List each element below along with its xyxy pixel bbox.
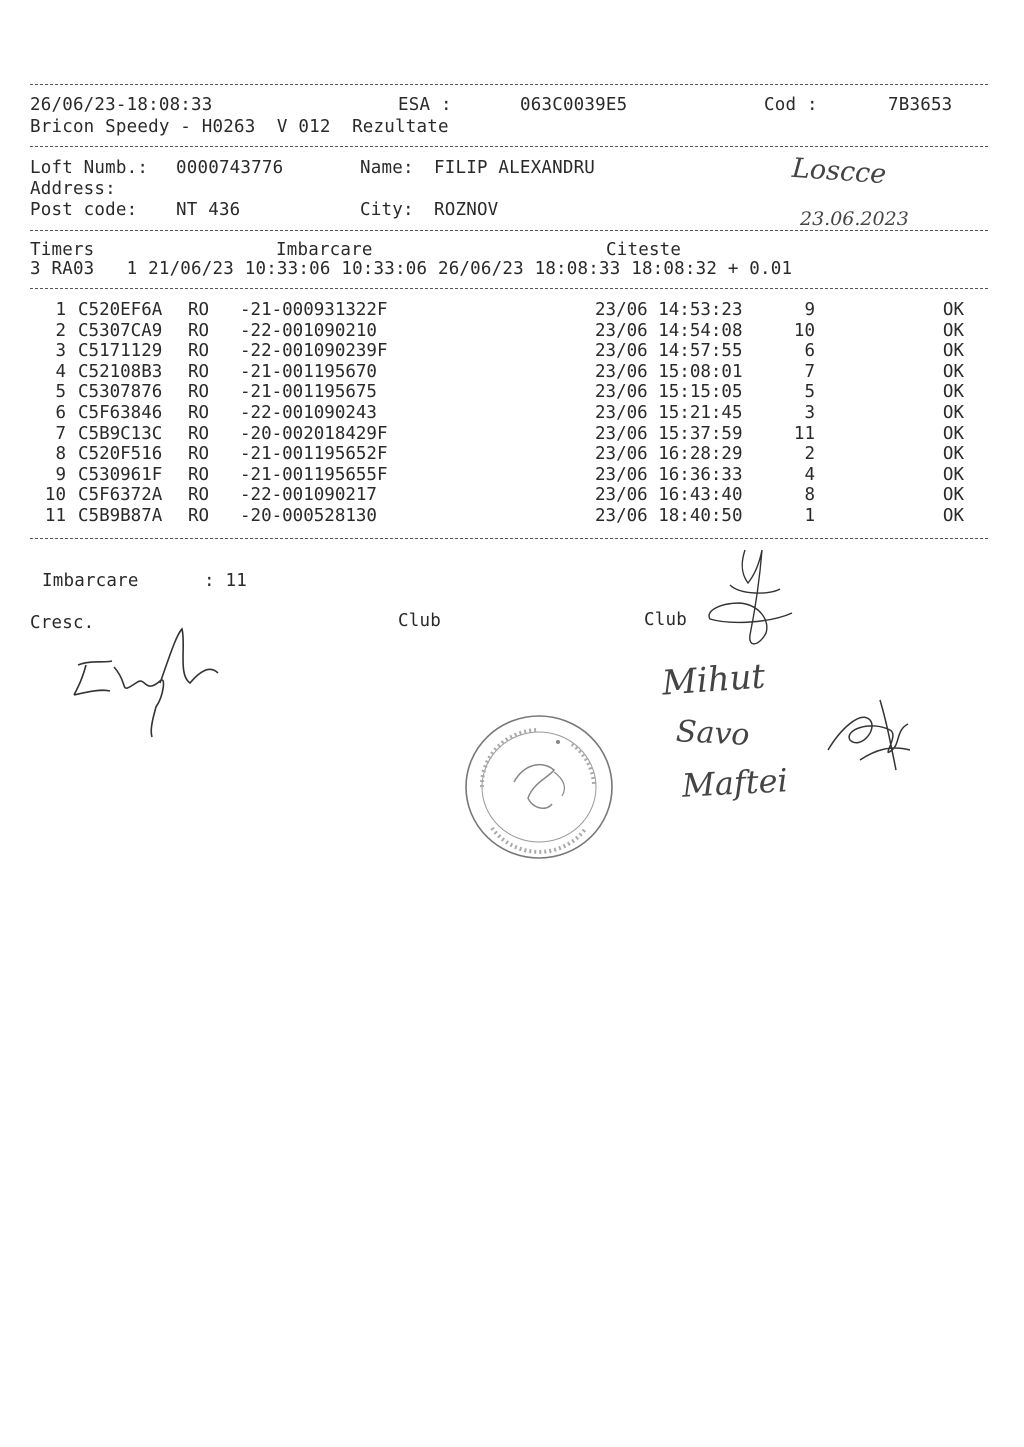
row-rank: 6 <box>804 341 815 362</box>
header-cod-value: 7B3653 <box>888 95 953 115</box>
header-device: Bricon Speedy - H0263 V 012 Rezultate <box>30 117 449 137</box>
row-chip: C520EF6A <box>78 300 163 320</box>
handwritten-name-3: Maftei <box>681 761 789 805</box>
table-row <box>0 464 1024 487</box>
timers-imbarcare-label: Imbarcare <box>276 240 373 260</box>
row-status: OK <box>942 464 964 485</box>
row-country: RO <box>188 444 210 465</box>
handwritten-date: 23.06.2023 <box>800 208 909 230</box>
row-time: 23/06 15:08:01 <box>595 361 743 382</box>
row-status: OK <box>942 485 964 506</box>
row-country: RO <box>188 423 210 444</box>
row-time: 23/06 15:21:45 <box>595 403 743 423</box>
row-chip: C52108B3 <box>78 361 163 382</box>
row-ring: -21-001195652F <box>240 444 388 465</box>
row-status: OK <box>942 320 964 341</box>
row-status: OK <box>942 361 964 382</box>
header-esa-value: 063C0039E5 <box>520 95 628 115</box>
row-time: 23/06 15:15:05 <box>595 382 743 403</box>
table-row <box>0 423 1024 446</box>
timers-line: 3 RA03 1 21/06/23 10:33:06 10:33:06 26/06/23 18:08:33 18:08:32 + 0.01 <box>30 259 793 279</box>
row-index: 11 <box>44 506 66 526</box>
separator-header <box>30 146 988 147</box>
header-cod-label: Cod : <box>764 95 818 115</box>
row-chip: C5F6372A <box>78 485 163 506</box>
row-country: RO <box>188 300 210 320</box>
row-ring: -21-001195670 <box>240 361 377 382</box>
row-rank: 9 <box>804 300 815 320</box>
row-chip: C5B9C13C <box>78 423 163 444</box>
header-datetime: 26/06/23-18:08:33 <box>30 95 213 115</box>
row-ring: -22-001090239F <box>240 341 388 362</box>
row-country: RO <box>188 403 210 423</box>
row-index: 8 <box>55 444 66 465</box>
row-chip: C5307876 <box>78 382 163 403</box>
row-rank: 10 <box>793 320 815 341</box>
header-esa-label: ESA : <box>398 95 452 115</box>
row-index: 7 <box>55 423 66 444</box>
row-time: 23/06 16:28:29 <box>595 444 743 465</box>
maftei-signature <box>820 690 920 780</box>
row-country: RO <box>188 485 210 506</box>
loft-address-label: Address: <box>30 179 116 199</box>
loft-city-value: ROZNOV <box>434 200 499 220</box>
row-chip: C520F516 <box>78 444 163 465</box>
row-chip: C5F63846 <box>78 403 163 423</box>
loft-name-label: Name: <box>360 158 414 178</box>
handwritten-name-2: Savo <box>675 714 751 753</box>
row-chip: C5307CA9 <box>78 320 163 341</box>
row-rank: 3 <box>804 403 815 423</box>
row-index: 9 <box>55 464 66 485</box>
row-chip: C5B9B87A <box>78 506 163 526</box>
row-ring: -21-001195675 <box>240 382 377 403</box>
row-index: 4 <box>55 361 66 382</box>
row-country: RO <box>188 506 210 526</box>
table-row <box>0 384 1024 404</box>
row-index: 3 <box>55 341 66 362</box>
row-status: OK <box>942 300 964 320</box>
club-signature <box>700 545 800 655</box>
loft-city-label: City: <box>360 200 414 220</box>
row-index: 2 <box>55 320 66 341</box>
row-status: OK <box>942 341 964 362</box>
row-time: 23/06 14:57:55 <box>595 341 743 362</box>
separator-timers <box>30 288 988 289</box>
row-index: 1 <box>55 300 66 320</box>
row-time: 23/06 15:37:59 <box>595 423 743 444</box>
row-status: OK <box>942 506 964 526</box>
row-country: RO <box>188 341 210 362</box>
row-rank: 4 <box>804 464 815 485</box>
row-time: 23/06 16:43:40 <box>595 485 743 506</box>
row-rank: 1 <box>804 506 815 526</box>
table-row <box>0 446 1024 466</box>
row-status: OK <box>942 403 964 423</box>
row-ring: -20-002018429F <box>240 423 388 444</box>
row-time: 23/06 18:40:50 <box>595 506 743 526</box>
loft-postcode-label: Post code: <box>30 200 138 220</box>
separator-top <box>30 84 988 85</box>
row-country: RO <box>188 320 210 341</box>
row-time: 23/06 16:36:33 <box>595 464 743 485</box>
summary-imbarcare-label: Imbarcare <box>42 571 139 591</box>
row-rank: 8 <box>804 485 815 506</box>
club-stamp <box>462 712 616 862</box>
club-label-1: Club <box>398 611 441 631</box>
row-ring: -21-001195655F <box>240 464 388 485</box>
row-index: 6 <box>55 403 66 423</box>
handwritten-place: Loscce <box>791 152 888 191</box>
table-row <box>0 487 1024 507</box>
timers-label: Timers <box>30 240 95 260</box>
separator-loft <box>30 230 988 231</box>
cresc-label: Cresc. <box>30 613 95 633</box>
loft-name-value: FILIP ALEXANDRU <box>434 158 596 178</box>
row-ring: -22-001090217 <box>240 485 377 506</box>
row-country: RO <box>188 464 210 485</box>
row-index: 10 <box>44 485 66 506</box>
timers-citeste-label: Citeste <box>606 240 682 260</box>
loft-postcode-value: NT 436 <box>176 200 241 220</box>
row-ring: -21-000931322F <box>240 300 388 320</box>
separator-results <box>30 538 988 539</box>
club-label-2: Club <box>644 610 687 630</box>
table-row <box>0 302 1024 322</box>
table-row <box>0 405 1024 425</box>
row-rank: 7 <box>804 361 815 382</box>
row-time: 23/06 14:54:08 <box>595 320 743 341</box>
row-rank: 11 <box>793 423 815 444</box>
row-ring: -20-000528130 <box>240 506 377 526</box>
row-time: 23/06 14:53:23 <box>595 300 743 320</box>
summary-imbarcare-value: : 11 <box>204 571 247 591</box>
row-rank: 5 <box>804 382 815 403</box>
table-row <box>0 320 1024 343</box>
cresc-signature <box>60 625 230 740</box>
row-ring: -22-001090210 <box>240 320 377 341</box>
row-rank: 2 <box>804 444 815 465</box>
row-country: RO <box>188 361 210 382</box>
table-row <box>0 361 1024 384</box>
table-row <box>0 343 1024 363</box>
row-ring: -22-001090243 <box>240 403 377 423</box>
loft-number-label: Loft Numb.: <box>30 158 149 178</box>
row-status: OK <box>942 382 964 403</box>
row-country: RO <box>188 382 210 403</box>
loft-number-value: 0000743776 <box>176 158 284 178</box>
row-status: OK <box>942 423 964 444</box>
row-index: 5 <box>55 382 66 403</box>
row-chip: C5171129 <box>78 341 163 362</box>
row-status: OK <box>942 444 964 465</box>
handwritten-name-1: Mihut <box>660 656 767 704</box>
row-chip: C530961F <box>78 464 163 485</box>
table-row <box>0 508 1024 528</box>
